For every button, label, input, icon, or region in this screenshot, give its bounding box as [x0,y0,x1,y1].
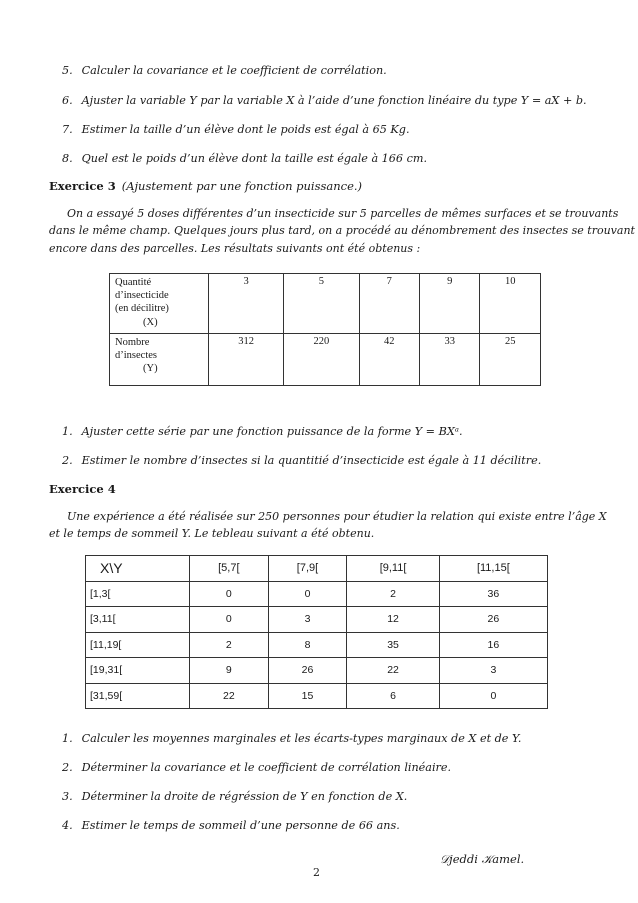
row-label: [11,19[ [86,632,190,658]
table-row [86,658,548,684]
row-label: [31,59[ [86,683,190,709]
table-cell: 26 [439,607,547,633]
question-item: 6. Ajuster la variable Y par la variable X à l’aide d’une fonction linéaire du type Y = aX + b. [62,94,587,107]
question-item: 7. Estimer la taille d’un élève dont le poids est égal à 65 Kg. [62,123,410,136]
table-cell: 9 [190,658,269,684]
table-cell: 33 [419,334,479,386]
insecticide-table [109,273,541,386]
table-cell: 22 [190,683,269,709]
table-cell: 3 [209,274,284,334]
table-row [86,632,548,658]
exercise-4-heading: Exercice 4 [49,482,116,496]
table-cell: 0 [268,581,347,607]
author-signature: 𝒟jeddi 𝒦amel. [440,852,525,866]
table-row [86,607,548,633]
question-item: 5. Calculer la covariance et le coefficient de corrélation. [62,64,387,77]
table-cell: 25 [480,334,541,386]
column-header: [11,15[ [439,556,547,582]
table-cell: 6 [347,683,439,709]
table-cell: 0 [190,581,269,607]
sleep-age-table [85,555,548,709]
exercise-3-intro: On a essayé 5 doses différentes d’un insecticide sur 5 parcelles de mêmes surfaces et se trouvants dans le même champ. Quelques jours plus tard, on a procédé au dénombrement des insectes se trouvant encore dans des parcelles. Les résultats suivants ont été obtenus : [49,207,635,255]
table-row [86,581,548,607]
question-item: 2. Déterminer la covariance et le coefficient de corrélation linéaire. [62,761,452,774]
table-cell: 8 [268,632,347,658]
column-header: [5,7[ [190,556,269,582]
table-cell: 22 [347,658,439,684]
row-label-insects: Nombre d’insectes (Y) [110,334,209,386]
question-item: 1. Calculer les moyennes marginales et les écarts-types marginaux de X et de Y. [62,732,522,745]
question-item: 2. Estimer le nombre d’insectes si la quantitié d’insecticide est égale à 11 décilitre. [62,454,542,467]
table-cell: 2 [190,632,269,658]
table-row [86,683,548,709]
question-item: 8. Quel est le poids d’un élève dont la taille est égale à 166 cm. [62,152,428,165]
table-cell: 15 [268,683,347,709]
table-row [110,334,541,386]
column-header: [9,11[ [347,556,439,582]
table-cell: 26 [268,658,347,684]
table-cell: 12 [347,607,439,633]
table-cell: 3 [268,607,347,633]
corner-cell: X\Y [86,556,190,582]
table-cell: 10 [480,274,541,334]
question-item: 3. Déterminer la droite de régréssion de Y en fonction de X. [62,790,408,803]
row-label: [19,31[ [86,658,190,684]
table-cell: 42 [359,334,419,386]
table-cell: 5 [284,274,359,334]
table-cell: 7 [359,274,419,334]
row-label-quantity: Quantité d’insecticide (en décilitre) (X) [110,274,209,334]
row-label: [1,3[ [86,581,190,607]
exercise-4-intro: Une expérience a été réalisée sur 250 personnes pour étudier la relation qui existe entre l’âge X et le temps de sommeil Y. Le tebleau suivant a été obtenu. [49,510,607,541]
table-header-row [86,556,548,582]
exercise-3-heading: Exercice 3 (Ajustement par une fonction puissance.) [49,179,363,193]
table-cell: 16 [439,632,547,658]
table-row [110,274,541,334]
table-cell: 0 [190,607,269,633]
question-item: 1. Ajuster cette série par une fonction puissance de la forme Y = BXᵃ. [62,425,463,438]
page-number: 2 [313,866,320,879]
table-cell: 220 [284,334,359,386]
table-cell: 312 [209,334,284,386]
table-cell: 35 [347,632,439,658]
table-cell: 2 [347,581,439,607]
question-item: 4. Estimer le temps de sommeil d’une personne de 66 ans. [62,819,400,832]
column-header: [7,9[ [268,556,347,582]
table-cell: 0 [439,683,547,709]
table-cell: 3 [439,658,547,684]
row-label: [3,11[ [86,607,190,633]
table-cell: 36 [439,581,547,607]
table-cell: 9 [419,274,479,334]
